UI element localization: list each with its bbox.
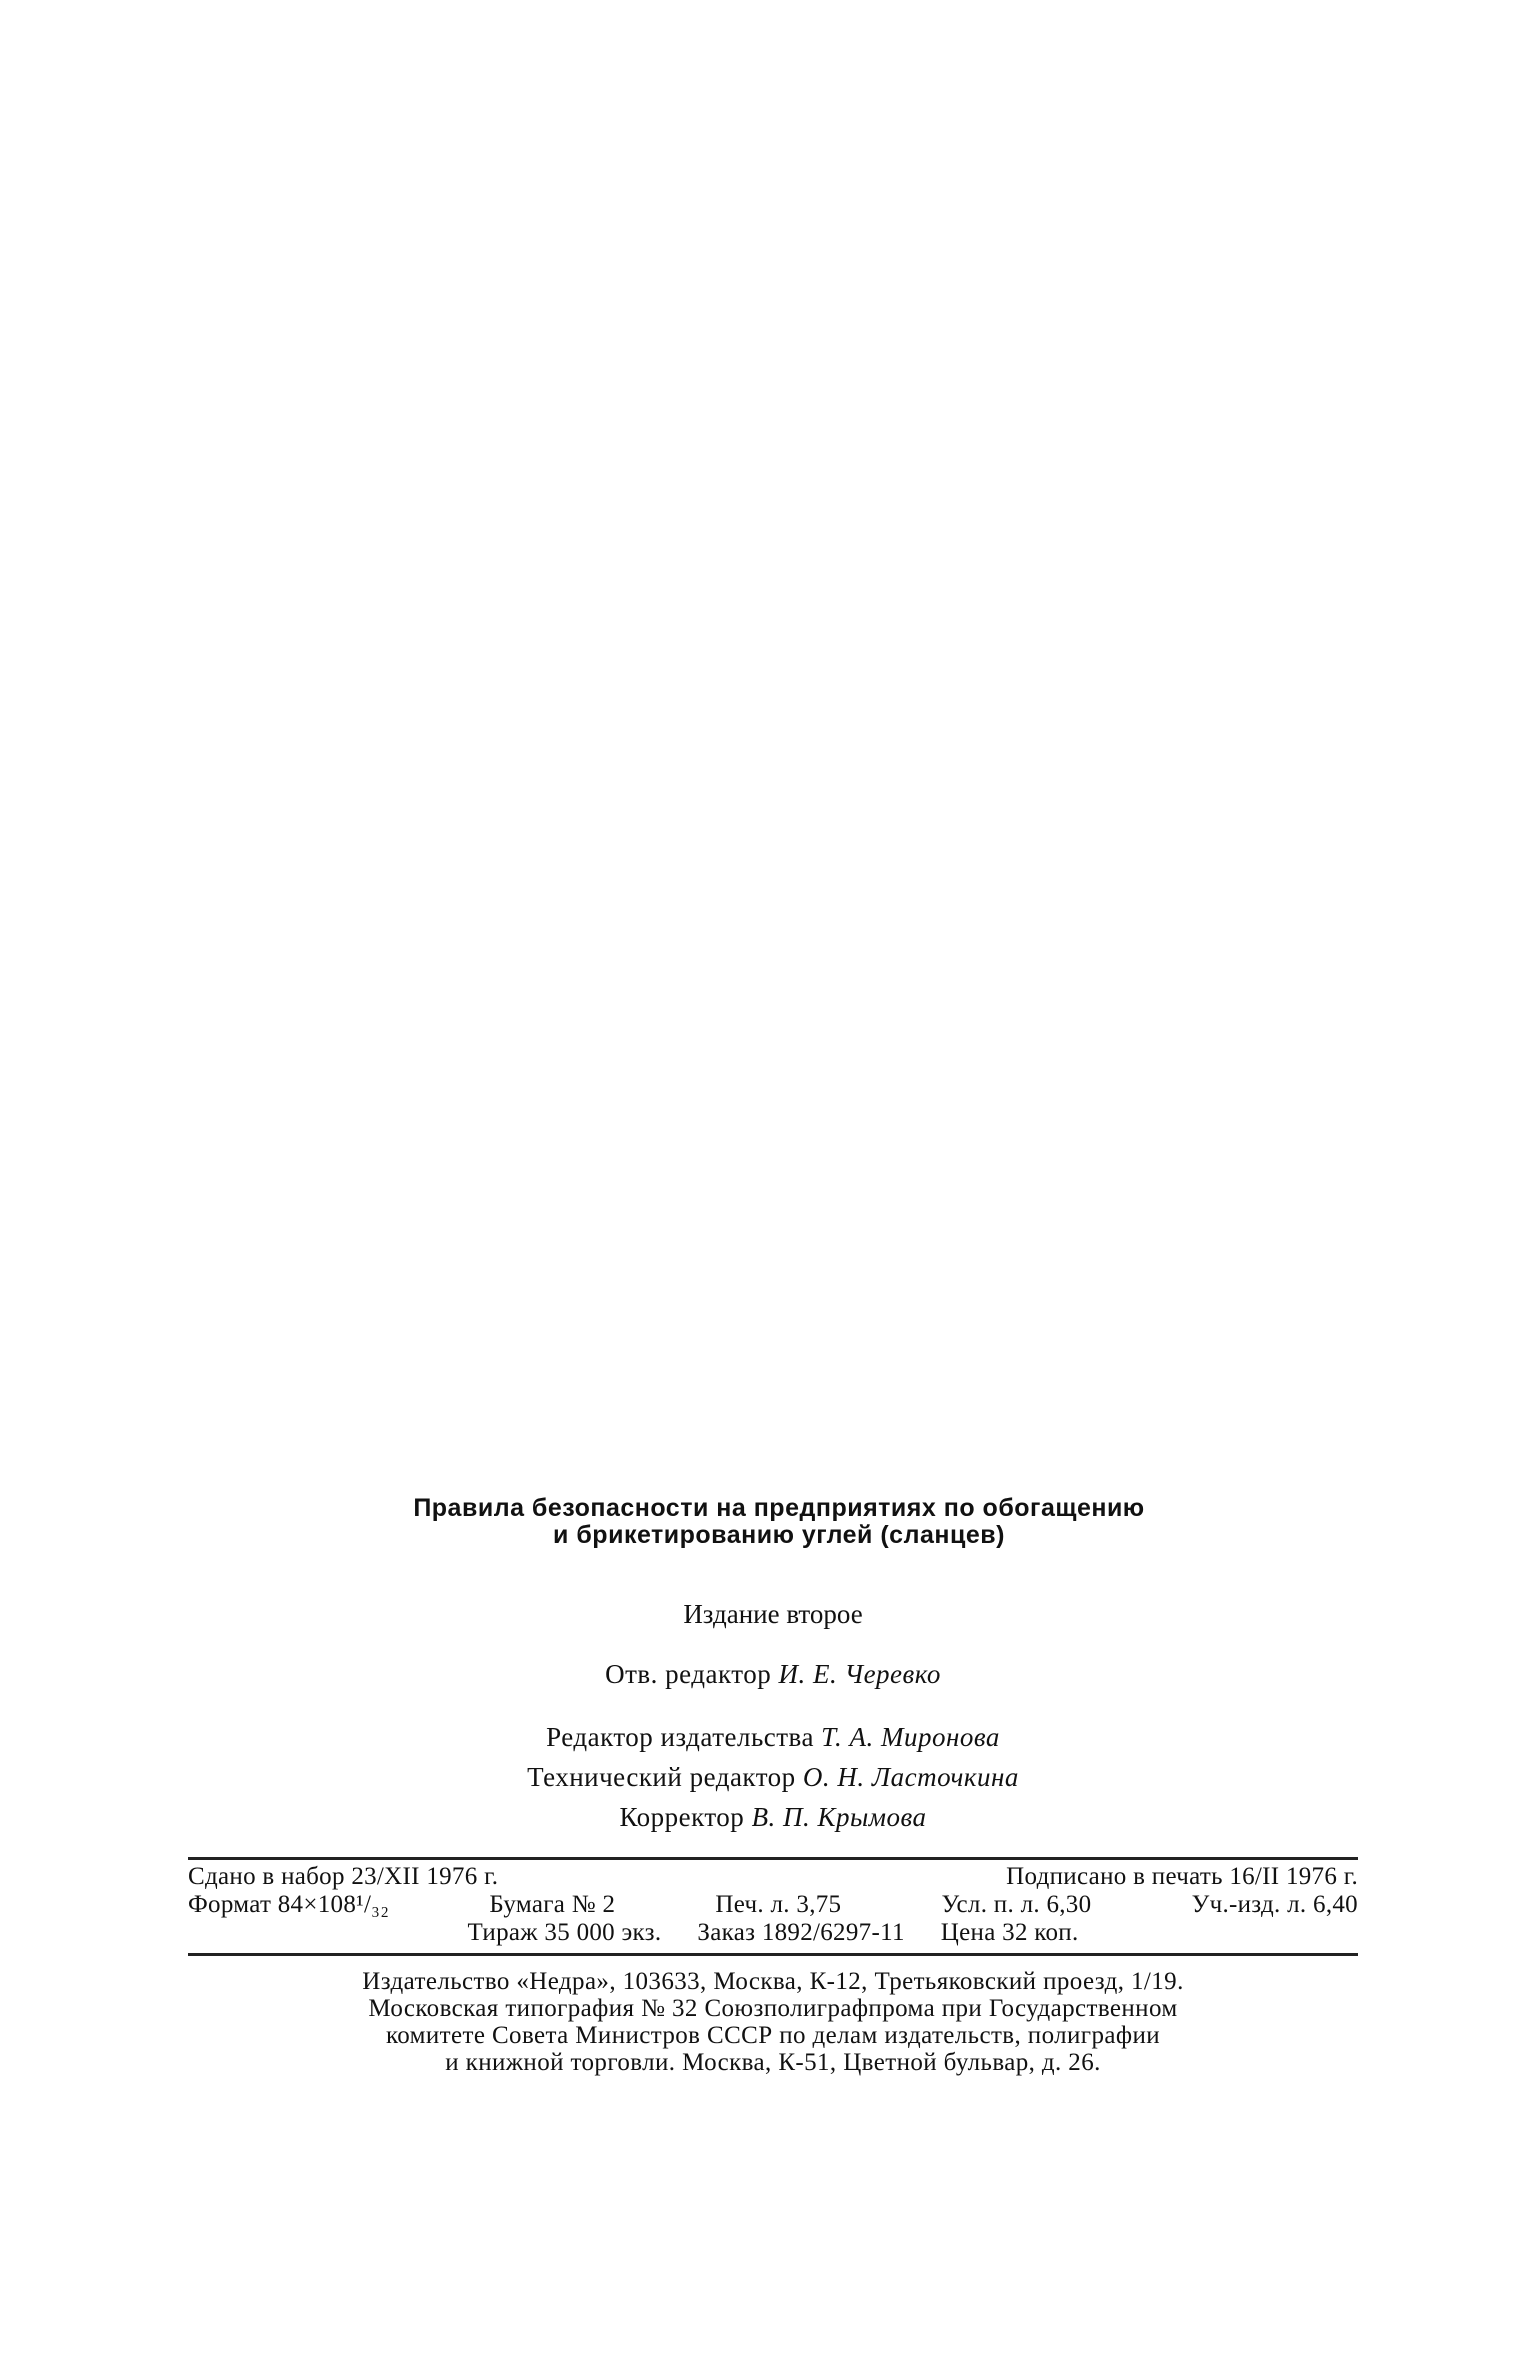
- imprint-line: Московская типография № 32 Союзполиграфпрома при Государственном: [368, 1995, 1178, 2022]
- publisher-imprint: [188, 1968, 1358, 2076]
- book-title-line-1: Правила безопасности на предприятиях по обогащению: [413, 1494, 1145, 1522]
- staff-credits: [188, 1717, 1358, 1837]
- typesetting-date: Сдано в набор 23/XII 1976 г.: [188, 1863, 499, 1890]
- publishing-sheets: Уч.-изд. л. 6,40: [1191, 1891, 1358, 1918]
- imprint-line: комитете Совета Министров СССР по делам издательств, полиграфии: [385, 2022, 1160, 2049]
- staff-credit-technical-editor: [188, 1757, 1358, 1797]
- print-approval-date: Подписано в печать 16/II 1976 г.: [1006, 1863, 1358, 1890]
- publication-row-format: [188, 1891, 1358, 1919]
- divider-top: [188, 1857, 1358, 1860]
- book-title-line-2: и брикетированию углей (сланцев): [553, 1521, 1005, 1549]
- staff-role: Корректор: [619, 1802, 745, 1832]
- colophon: [188, 1495, 1358, 2076]
- paper-spec: Бумага № 2: [489, 1891, 616, 1918]
- staff-credit-proofreader: [188, 1797, 1358, 1837]
- book-title: [200, 1495, 1358, 1549]
- staff-credit-publisher-editor: [188, 1717, 1358, 1757]
- staff-name: В. П. Крымова: [751, 1802, 927, 1832]
- edition-label: Издание второе: [683, 1599, 863, 1629]
- responsible-editor-role: Отв. редактор: [605, 1659, 772, 1689]
- price: Цена 32 коп.: [940, 1919, 1079, 1946]
- format-spec: Формат 84×108¹/₃₂: [188, 1891, 390, 1918]
- print-sheets: Печ. л. 3,75: [715, 1891, 842, 1918]
- staff-name: О. Н. Ласточкина: [802, 1762, 1019, 1792]
- responsible-editor-name: И. Е. Черевко: [778, 1659, 941, 1689]
- publication-row-circulation: [188, 1919, 1358, 1947]
- imprint-line: и книжной торговли. Москва, К-51, Цветной бульвар, д. 26.: [445, 2049, 1101, 2076]
- imprint-line: Издательство «Недра», 103633, Москва, К-12, Третьяковский проезд, 1/19.: [362, 1968, 1184, 1995]
- staff-name: Т. А. Миронова: [821, 1722, 1000, 1752]
- responsible-editor: [188, 1654, 1358, 1694]
- publication-row-dates: [188, 1863, 1358, 1891]
- print-run: Тираж 35 000 экз.: [467, 1919, 662, 1946]
- staff-role: Редактор издательства: [546, 1722, 814, 1752]
- conventional-sheets: Усл. п. л. 6,30: [941, 1891, 1092, 1918]
- staff-role: Технический редактор: [527, 1762, 796, 1792]
- divider-bottom: [188, 1953, 1358, 1956]
- order-number: Заказ 1892/6297-11: [697, 1919, 905, 1946]
